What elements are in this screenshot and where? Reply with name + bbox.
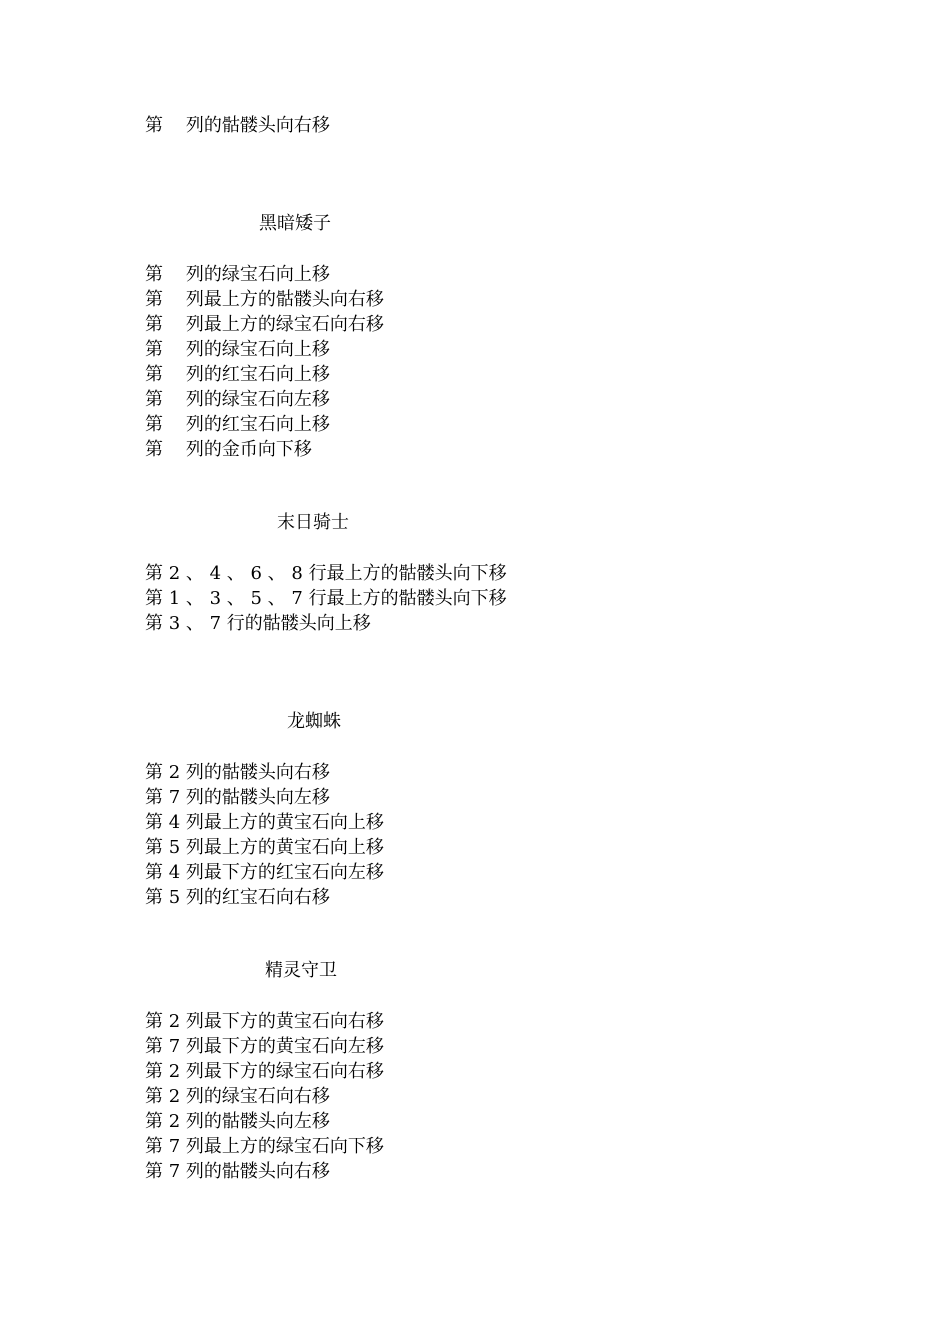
list-item: 第 7 列最上方的绿宝石向下移 xyxy=(145,1136,384,1157)
list-item: 第 4 列最上方的黄宝石向上移 xyxy=(145,812,384,833)
list-item: 第 2 列的骷髅头向右移 xyxy=(145,762,330,783)
list-item: 第 7 列最下方的黄宝石向左移 xyxy=(145,1036,384,1057)
section-title-dragon-spider: 龙蜘蛛 xyxy=(287,711,341,732)
list-item: 第 7 列的骷髅头向右移 xyxy=(145,1161,330,1182)
list-item: 第 1 、 3 、 5 、 7 行最上方的骷髅头向下移 xyxy=(145,588,507,609)
list-item: 第 5 列的红宝石向右移 xyxy=(145,887,330,908)
section-title-elf-guard: 精灵守卫 xyxy=(265,960,337,981)
list-item: 第 2 、 4 、 6 、 8 行最上方的骷髅头向下移 xyxy=(145,563,507,584)
list-item: 第 2 列的绿宝石向右移 xyxy=(145,1086,330,1107)
list-item: 第 2 列的骷髅头向左移 xyxy=(145,1111,330,1132)
section-title-doom-knight: 末日骑士 xyxy=(277,512,349,533)
list-item: 第 4 列最下方的红宝石向左移 xyxy=(145,862,384,883)
list-item: 第 2 列最下方的黄宝石向右移 xyxy=(145,1011,384,1032)
list-item: 第 3 、 7 行的骷髅头向上移 xyxy=(145,613,371,634)
list-item: 第 2 列最下方的绿宝石向右移 xyxy=(145,1061,384,1082)
section-title-dark-dwarf: 黑暗矮子 xyxy=(259,213,331,234)
list-item: 第 列的绿宝石向左移 xyxy=(145,389,330,410)
intro-line: 第 列的骷髅头向右移 xyxy=(145,115,330,136)
list-item: 第 列的红宝石向上移 xyxy=(145,414,330,435)
list-item: 第 列最上方的绿宝石向右移 xyxy=(145,314,384,335)
list-item: 第 列的绿宝石向上移 xyxy=(145,339,330,360)
list-item: 第 5 列最上方的黄宝石向上移 xyxy=(145,837,384,858)
list-item: 第 列的金币向下移 xyxy=(145,439,312,460)
list-item: 第 列最上方的骷髅头向右移 xyxy=(145,289,384,310)
list-item: 第 7 列的骷髅头向左移 xyxy=(145,787,330,808)
list-item: 第 列的红宝石向上移 xyxy=(145,364,330,385)
list-item: 第 列的绿宝石向上移 xyxy=(145,264,330,285)
